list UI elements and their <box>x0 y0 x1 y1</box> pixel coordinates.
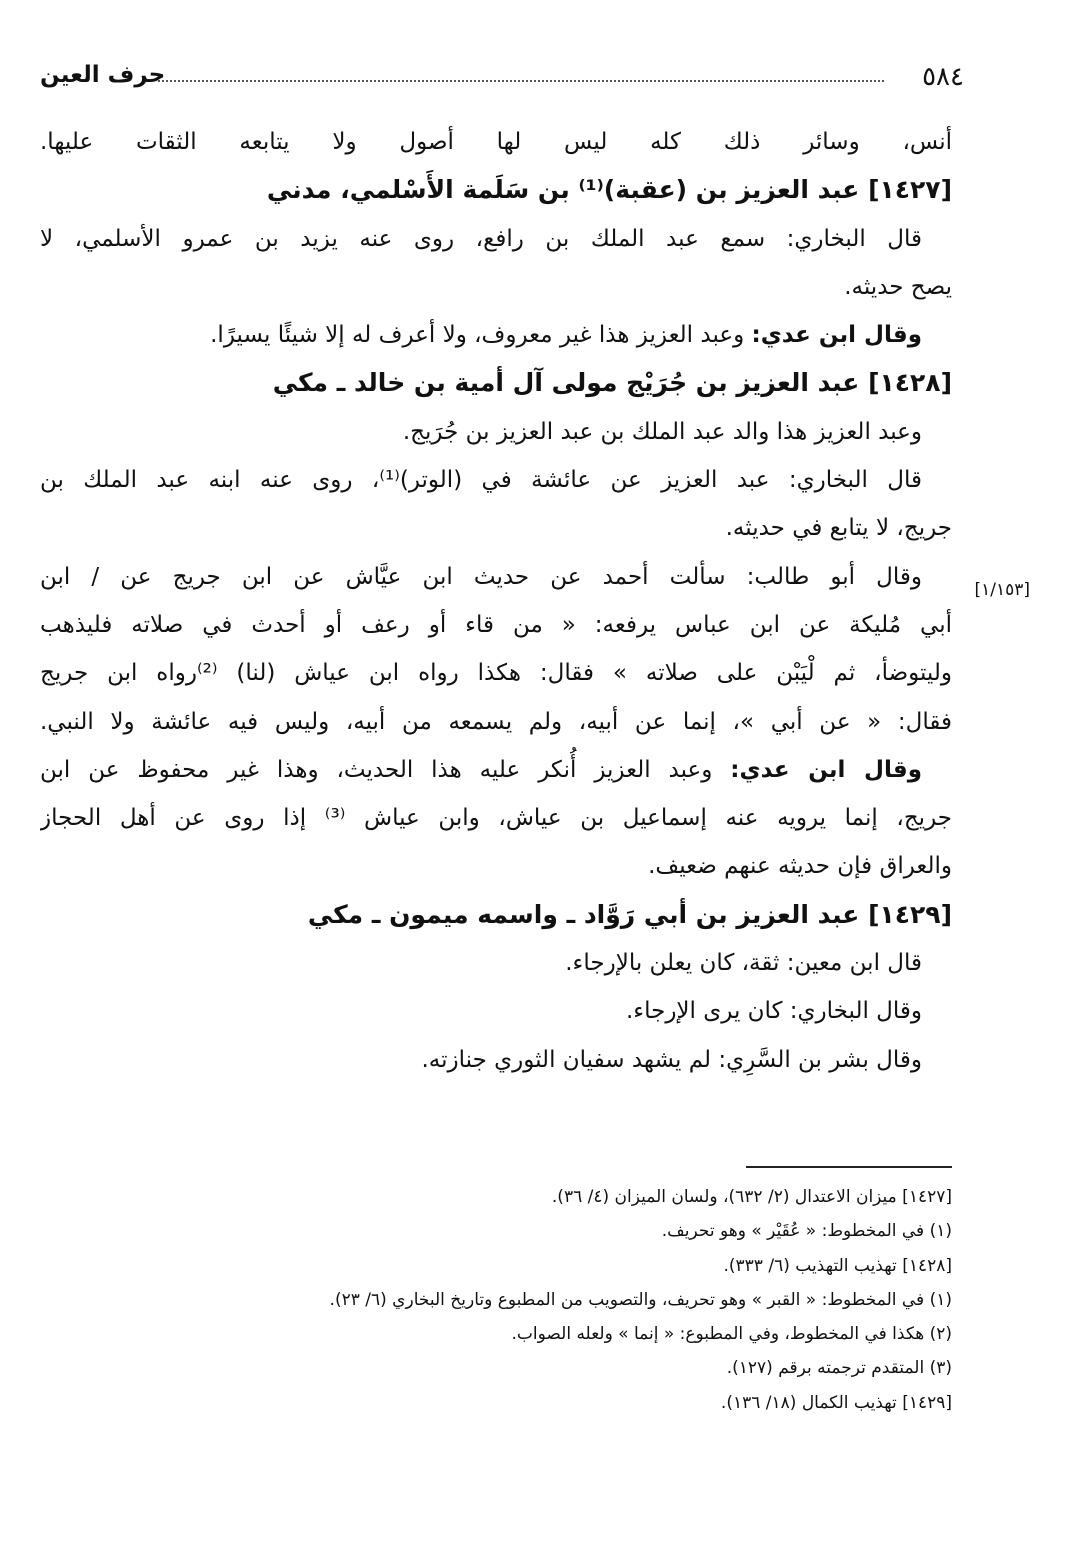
text-line: قال البخاري: سمع عبد الملك بن رافع، روى عنه يزيد بن عمرو الأسلمي، لا <box>40 225 922 252</box>
footnote: (١) في المخطوط: « عُقَيْر » وهو تحريف. <box>661 1221 952 1242</box>
footnote: [١٤٢٩] تهذيب الكمال (١٨/ ١٣٦). <box>720 1392 952 1413</box>
page-header <box>40 62 964 102</box>
page-number: ٥٨٤ <box>922 62 964 92</box>
text-line: جريج، إنما يرويه عنه إسماعيل بن عياش، وابن عياش ⁽³⁾ إذا روى عن أهل الحجاز <box>40 805 952 832</box>
header-dotted-rule <box>158 80 884 82</box>
text-line: وعبد العزيز هذا والد عبد الملك بن عبد العزيز بن جُرَيج. <box>402 418 922 445</box>
text-line: يصح حديثه. <box>844 273 952 300</box>
text-line: جريج، لا يتابع في حديثه. <box>725 515 952 542</box>
running-title: حرف العين <box>40 62 166 88</box>
text-line: وقال بشر بن السَّرِي: لم يشهد سفيان الثوري جنازته. <box>421 1046 922 1073</box>
text-line <box>40 311 952 359</box>
margin-folio-note: [١/١٥٣] <box>974 580 1030 600</box>
text-span: وعبد العزيز أُنكر عليه هذا الحديث، وهذا غير محفوظ عن ابن <box>40 756 731 783</box>
footnote: (١) في المخطوط: « القبر » وهو تحريف، والتصويب من المطبوع وتاريخ البخاري (٦/ ٢٣). <box>329 1289 952 1310</box>
footnote: [١٤٢٧] ميزان الاعتدال (٢/ ٦٣٢)، ولسان الميزان (٤/ ٣٦). <box>551 1187 952 1207</box>
text-line: قال ابن معين: ثقة، كان يعلن بالإرجاء. <box>565 950 922 977</box>
footnotes <box>40 1180 952 1420</box>
text-line: والعراق فإن حديثه عنهم ضعيف. <box>648 853 952 880</box>
entry-heading-1428: [١٤٢٨] عبد العزيز بن جُرَيْج مولى آل أمية بن خالد ـ مكي <box>272 368 952 398</box>
text-line: فقال: « عن أبي »، إنما عن أبيه، ولم يسمعه من أبيه، وليس فيه عائشة ولا النبي. <box>40 708 952 735</box>
footnote: (٢) هكذا في المخطوط، وفي المطبوع: « إنما » ولعله الصواب. <box>511 1324 952 1345</box>
text-line: قال البخاري: عبد العزيز عن عائشة في (الوتر)⁽¹⁾، روى عنه ابنه عبد الملك بن <box>40 467 922 494</box>
text-line <box>40 746 952 794</box>
footnote: (٣) المتقدم ترجمته برقم (١٢٧). <box>726 1358 952 1379</box>
text-line: أبي مُليكة عن ابن عباس يرفعه: « من قاء أو رعف أو أحدث في صلاته فليذهب <box>40 611 952 638</box>
speaker-lead: وقال ابن عدي: <box>730 756 922 783</box>
text-span: وعبد العزيز هذا غير معروف، ولا أعرف له إلا شيئًا يسيرًا. <box>210 322 752 349</box>
text-line: وقال البخاري: كان يرى الإرجاء. <box>625 998 922 1025</box>
footnote-separator <box>746 1166 952 1168</box>
text-line: وقال أبو طالب: سألت أحمد عن حديث ابن عيَّاش عن ابن جريج عن / ابن <box>40 563 922 590</box>
main-text <box>40 118 952 1084</box>
footnote: [١٤٢٨] تهذيب التهذيب (٦/ ٣٣٣). <box>723 1255 952 1276</box>
entry-heading-1429: [١٤٢٩] عبد العزيز بن أبي رَوَّاد ـ واسمه ميمون ـ مكي <box>307 899 952 929</box>
text-line: وليتوضأ، ثم لْيَبْن على صلاته » فقال: هكذا رواه ابن عياش (لنا) ⁽²⁾رواه ابن جريج <box>40 660 952 687</box>
text-line: أنس، وسائر ذلك كله ليس لها أصول ولا يتابعه الثقات عليها. <box>40 129 952 155</box>
speaker-lead: وقال ابن عدي: <box>751 322 922 349</box>
entry-heading-1427: [١٤٢٧] عبد العزيز بن (عقبة)⁽¹⁾ بن سَلَمة الأَسْلمي، مدني <box>266 175 952 205</box>
